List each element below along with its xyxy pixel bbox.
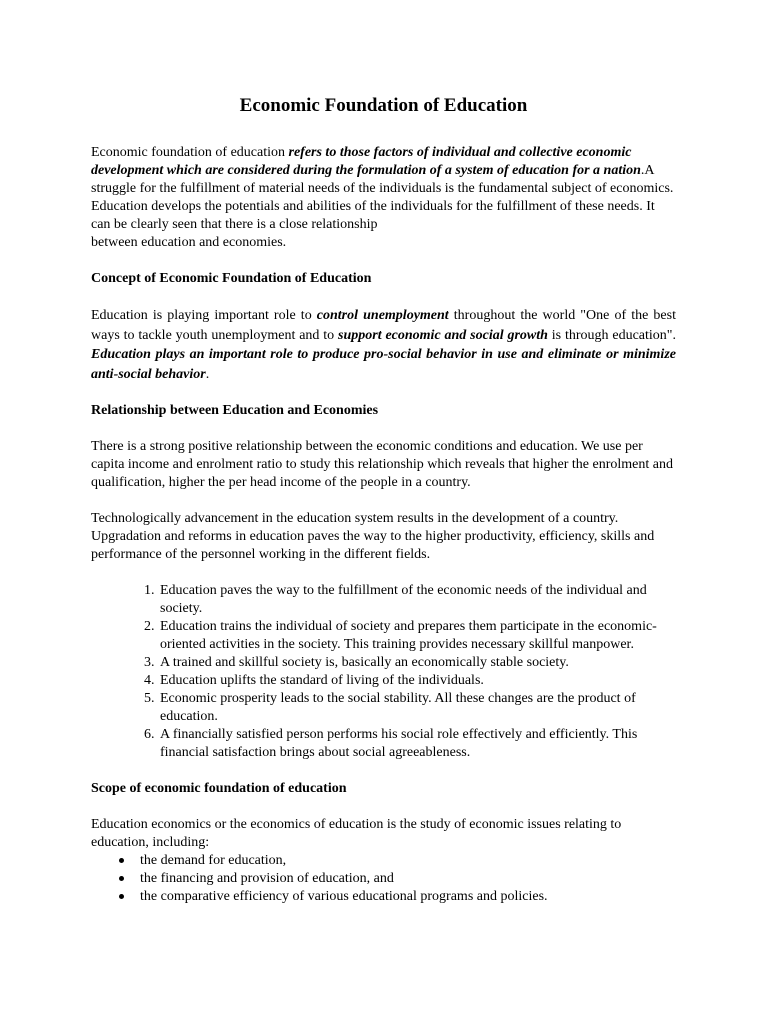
list-item: 2. Education trains the individual of society and prepares them participate in the economic-oriented activities in the society. This training provides necessary skillful manpower. [158,618,676,654]
intro-paragraph: Economic foundation of education refers to those factors of individual and collective economic development which are considered during the formulation of a system of education for a nation.A struggle for the fulfillment of material needs of the individuals is the fundamental subject of economics. Education develops the potentials and abilities of the individuals for the fulfillment of these needs. It can be clearly seen that there is a close relationship between education and economies. [91,145,674,250]
bullet-icon [119,894,124,899]
relationship-numbered-list [91,582,676,762]
list-item: 4. Education uplifts the standard of living of the individuals. [158,672,676,690]
list-item: the financing and provision of education, and [140,870,676,888]
concept-heading: Concept of Economic Foundation of Education [91,271,372,286]
scope-bullet-list [91,852,676,906]
list-item: 3. A trained and skillful society is, basically an economically stable society. [158,654,676,672]
list-item: the comparative efficiency of various educational programs and policies. [140,888,676,906]
scope-paragraph: Education economics or the economics of education is the study of economic issues relating to education, including: [91,817,622,850]
intro-emphasis: refers to those factors of individual and collective economic development which are considered during the formulation of a system of education for a nation [91,145,641,178]
list-item: the demand for education, [140,852,676,870]
document-body [91,94,676,906]
list-item: 1. Education paves the way to the fulfillment of the economic needs of the individual and society. [158,582,676,618]
relationship-paragraph-2: Technologically advancement in the education system results in the development of a country. Upgradation and reforms in education paves the way to the higher productivity, efficiency, skills and performance of the personnel working in the different fields. [91,511,655,562]
list-item: 6. A financially satisfied person performs his social role effectively and efficiently. This financial satisfaction brings about social agreeableness. [158,726,676,762]
concept-paragraph: Education is playing important role to control unemployment throughout the world "One of the best ways to tackle youth unemployment and to support economic and social growth is through education". Education plays an important role to produce pro-social behavior in use and eliminate or minimize anti-social behavior. [91,308,677,382]
bullet-icon [119,858,124,863]
relationship-paragraph-1: There is a strong positive relationship between the economic conditions and education. We use per capita income and enrolment ratio to study this relationship which reveals that higher the enrolment and qualification, higher the per head income of the people in a country. [91,439,673,490]
page-title: Economic Foundation of Education [239,95,528,116]
bullet-icon [119,876,124,881]
scope-heading: Scope of economic foundation of education [91,781,347,796]
list-item: 5. Economic prosperity leads to the social stability. All these changes are the product of education. [158,690,676,726]
relationship-heading: Relationship between Education and Economies [91,403,379,418]
